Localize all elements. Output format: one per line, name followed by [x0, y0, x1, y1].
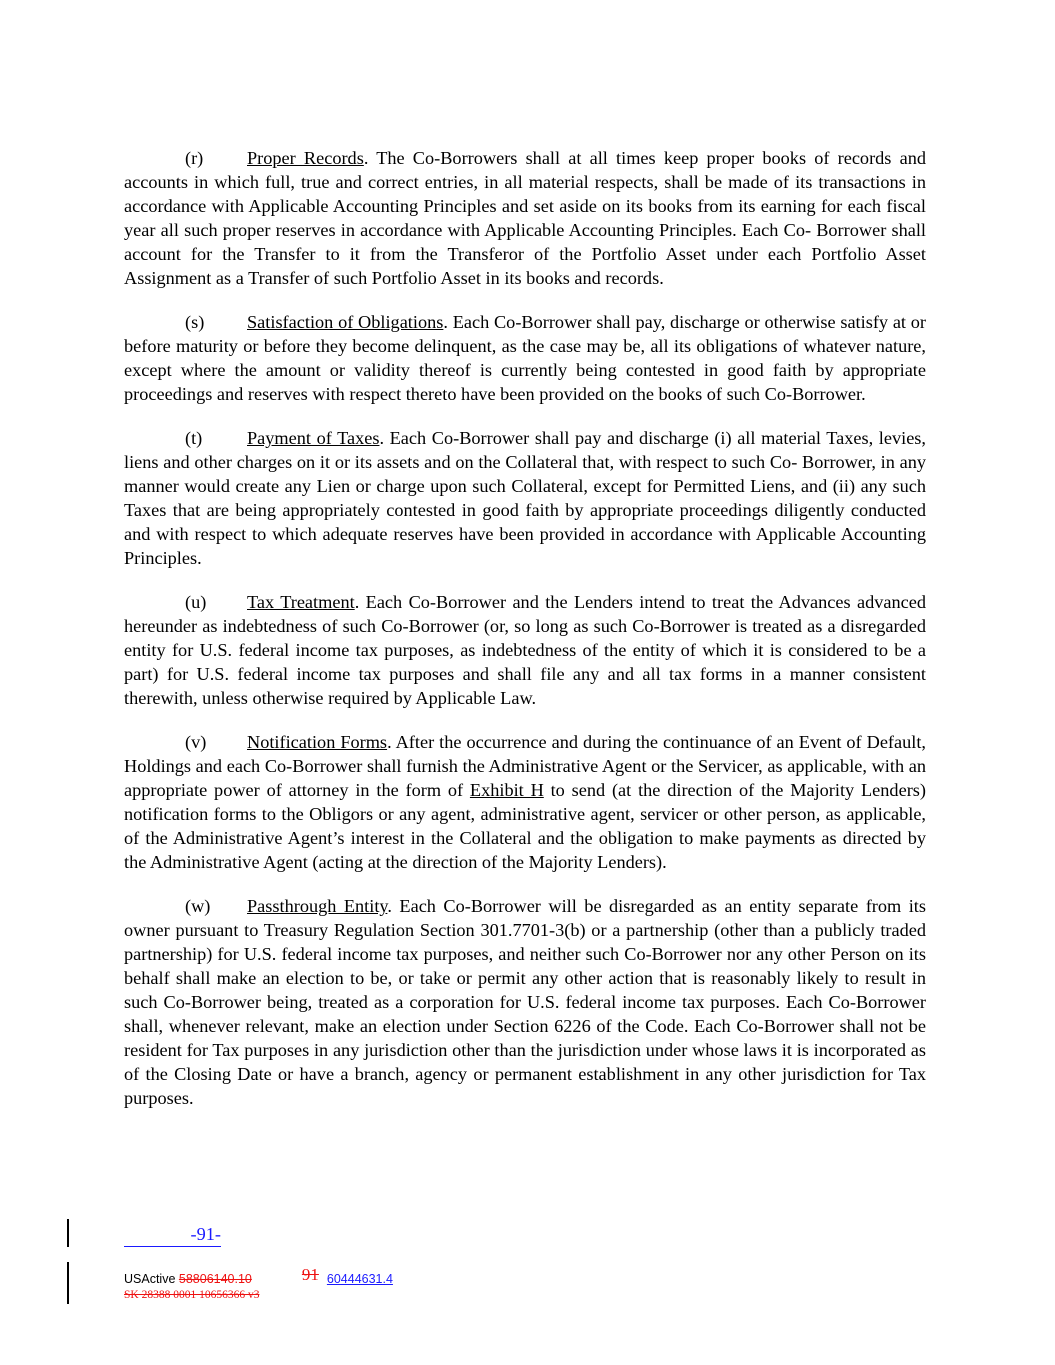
section-title: Satisfaction of Obligations: [247, 312, 444, 332]
section-label: (r): [185, 148, 204, 168]
section-title: Proper Records: [247, 148, 364, 168]
document-body: [124, 146, 926, 1130]
section-text: . Each Co-Borrower and the Lenders intend to treat the Advances advanced hereunder as indebtedness of such Co-Borrower (or, so long as such Co-Borrower is treated as a disregarded entity for U.S. federal income tax purposes, as indebtedness of the entity of which it is considered to be a part) for U.S. federal income tax purposes and shall file any and all tax forms in a manner consistent therewith, unless otherwise required by Applicable Law.: [124, 592, 927, 708]
section-label: (w): [185, 896, 211, 916]
section-text: . Each Co-Borrower shall pay and discharge (i) all material Taxes, levies, liens and other charges on it or its assets and on the Collateral that, with respect to such Co- Borrower, in any manner would create any Lien or charge upon such Collateral, except for Permitted Liens, and (ii) any such Taxes that are being appropriately contested in good faith by appropriate proceedings diligently conducted and with respect to which adequate reserves have been provided in accordance with Applicable Accounting Principles.: [124, 428, 926, 568]
inserted-doc-id: 60444631.4: [326, 1272, 393, 1286]
section-label: (v): [185, 732, 207, 752]
section-title: Payment of Taxes: [247, 428, 380, 448]
section-label: (t): [185, 428, 203, 448]
section-title: Notification Forms: [247, 732, 388, 752]
section-t: [124, 426, 926, 570]
page-number: -91-: [124, 1222, 221, 1247]
section-v: [124, 730, 926, 874]
usactive-label: USActive: [124, 1272, 176, 1286]
section-text: . After the occurrence and during the continuance of an Event of Default, Holdings and each Co-Borrower shall furnish the Administrative Agent or the Servicer, as applicable, with an appropriate power of attorney in the form of: [124, 732, 927, 800]
change-bar: [67, 1219, 69, 1247]
section-r: [124, 146, 926, 290]
section-label: (u): [185, 592, 207, 612]
section-text: . The Co-Borrowers shall at all times keep proper books of records and accounts in which full, true and correct entries, in all material respects, shall be made of its transactions in accordance with Applicable Accounting Principles and set aside on its books from its earning for each fiscal year all such proper reserves in accordance with Applicable Accounting Principles. Each Co- Borrower shall account for the Transfer to it from the Transferor of the Portfolio Asset under each Portfolio Asset Assignment as a Transfer of such Portfolio Asset in its books and records.: [124, 148, 926, 288]
footer-sk-line: SK 28388 0001 10656366 v3: [124, 1289, 260, 1301]
deleted-doc-id: 58806140.10: [178, 1272, 252, 1286]
section-title: Passthrough Entity: [247, 896, 388, 916]
footer-doc-id: [124, 1265, 393, 1288]
section-w: [124, 894, 926, 1110]
section-text: . Each Co-Borrower will be disregarded as an entity separate from its owner pursuant to Treasury Regulation Section 301.7701-3(b) or a partnership (other than a publicly traded partnership) for U.S. federal income tax purposes, and neither such Co-Borrower nor any other Person on its behalf shall make an election to be, or take or permit any other action that is reasonably likely to result in such Co-Borrower being, treated as a corporation for U.S. federal income tax purposes. Each Co-Borrower shall, whenever relevant, make an election under Section 6226 of the Code. Each Co-Borrower shall not be resident for Tax purposes in any jurisdiction other than the jurisdiction under whose laws it is incorporated as of the Closing Date or have a branch, agency or permanent establishment in any other jurisdiction for Tax purposes.: [124, 896, 926, 1108]
section-label: (s): [185, 312, 205, 332]
deleted-page-number: 91: [301, 1265, 319, 1284]
section-text: to send (at the direction of the Majority Lenders) notification forms to the Obligors or any agent, administrative agent, servicer or other person, as applicable, of the Administrative Agent’s interest in the Collateral and the obligation to make payments as directed by the Administrative Agent (acting at the direction of the Majority Lenders).: [124, 780, 926, 872]
section-text: . Each Co-Borrower shall pay, discharge or otherwise satisfy at or before maturity or before they become delinquent, as the case may be, all its obligations of whatever nature, except where the amount or validity thereof is currently being contested in good faith by appropriate proceedings and reserves with respect thereto have been provided on the books of such Co-Borrower.: [124, 312, 926, 404]
section-u: [124, 590, 926, 710]
change-bar: [67, 1262, 69, 1304]
section-title: Tax Treatment: [247, 592, 355, 612]
section-s: [124, 310, 926, 406]
exhibit-reference: Exhibit H: [469, 780, 544, 800]
